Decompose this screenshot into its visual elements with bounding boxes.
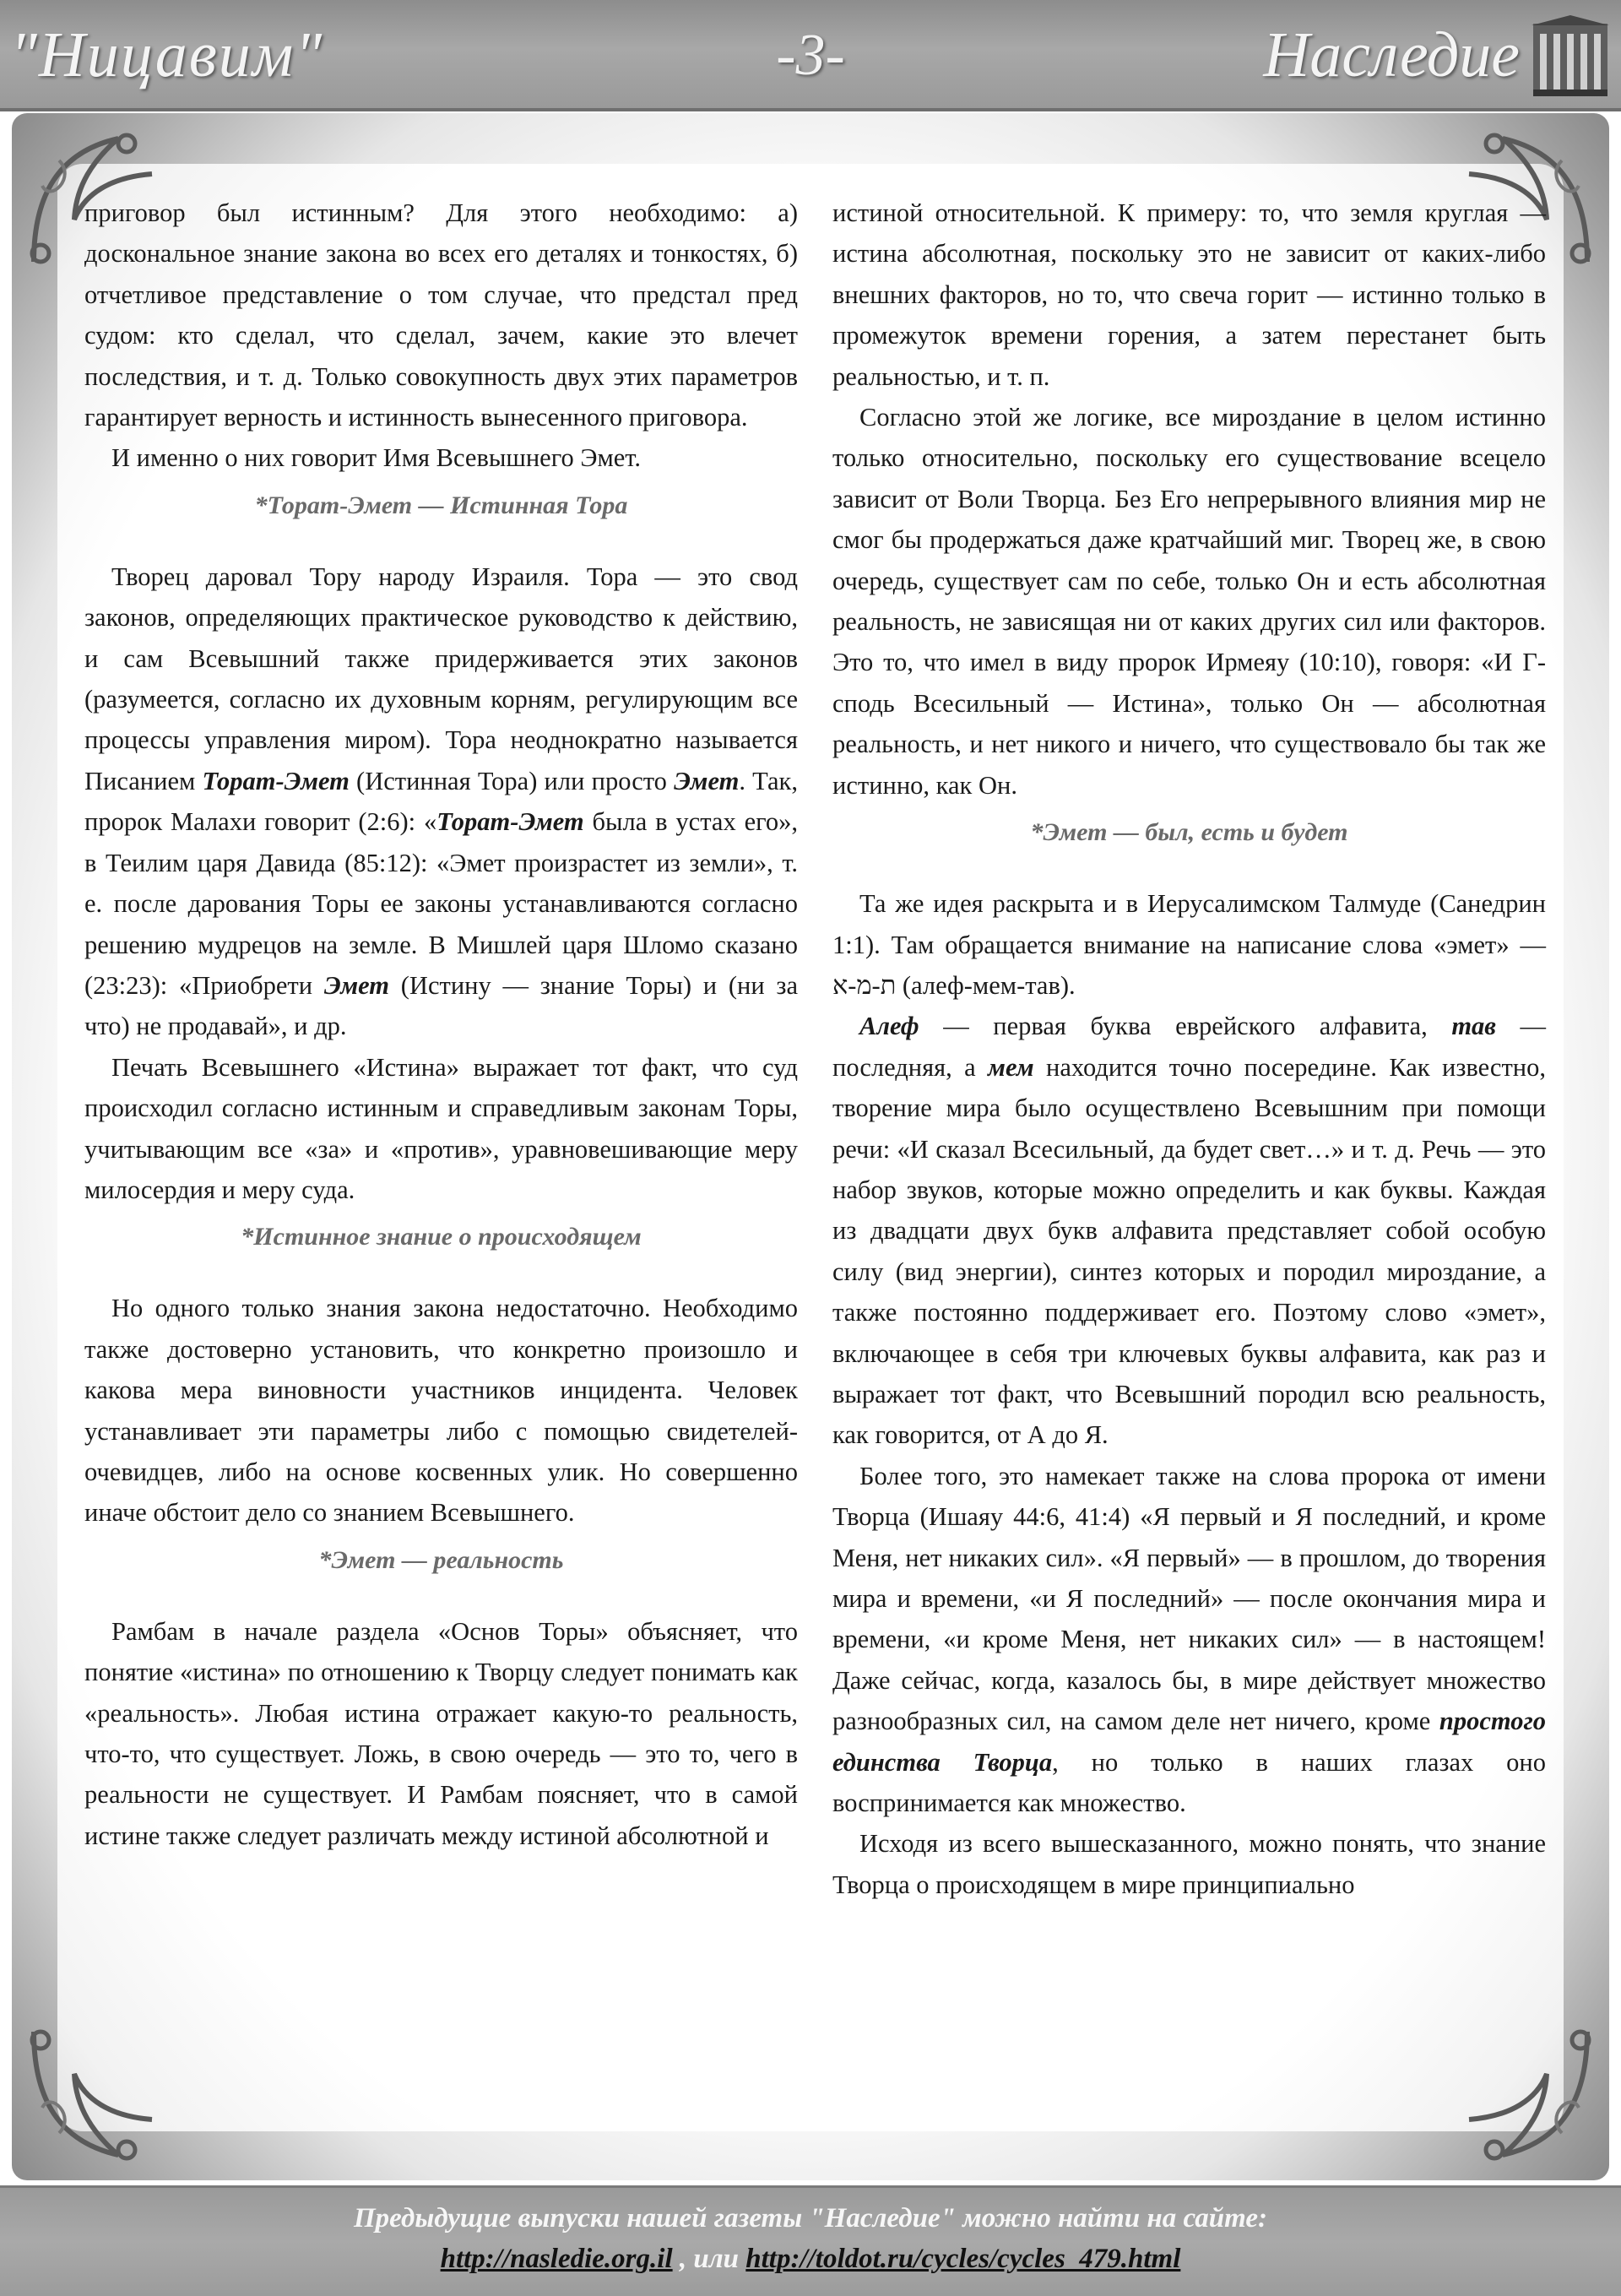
footer-band	[0, 2185, 1621, 2296]
paragraph: приговор был истинным? Для этого необходимо: а) доскональное знание закона во всех его деталях и тонкостях, б) отчетливое представление о том случае, что предстал пред судом: кто сделал, что сделал, зачем, какие это влечет последствия, и т. д. Только совокупность двух этих параметров гарантирует верность и истинность вынесенного приговора.	[84, 198, 798, 432]
emphasis: тав	[1451, 1012, 1496, 1041]
emphasis: Эмет	[674, 766, 740, 795]
link-nasledie[interactable]: http://nasledie.org.il	[440, 2244, 673, 2274]
header-band	[0, 0, 1621, 111]
paragraph: Исходя из всего вышесказанного, можно понять, что знание Творца о происходящем в мире принципиально	[832, 1829, 1546, 1899]
emphasis: простого единства Творца	[832, 1707, 1546, 1777]
section-heading: *Торат-Эмет — Истинная Тора	[254, 491, 628, 519]
paragraph: истиной относительной. К примеру: то, что земля круглая — истина абсолютная, поскольку это не зависит от каких-либо внешних факторов, но то, что свеча горит — истинно только в промежуток времени горения, а затем перестанет быть реальностью, и т. п.	[832, 198, 1546, 391]
text-run: Более того, это намекает также на слова пророка от имени Творца (Ишаяу 44:6, 41:4) «Я первый и Я последний, и кроме Меня, нет никаких сил». «Я первый» — в прошлом, до творения мира и времени, «и Я последний» — после окончания мира и времени, «и кроме Меня, нет никаких сил» — в настоящем! Даже сейчас, когда, казалось бы, в мире действует множество разнообразных сил, на самом деле нет ничего, кроме	[832, 1461, 1546, 1736]
section-heading: *Истинное знание о происходящем	[241, 1223, 642, 1251]
page-number: -3-	[776, 23, 845, 88]
paragraph	[84, 556, 798, 1047]
paragraph	[832, 1006, 1546, 1455]
text-run: (Истину — знание Торы) и (ни за что) не продавай», и др.	[84, 970, 798, 1041]
ornament-corner-icon	[25, 2023, 169, 2167]
emphasis: Торат-Эмет	[436, 807, 584, 837]
footer-separator: , или	[672, 2244, 746, 2274]
paragraph: Но одного только знания закона недостаточно. Необходимо также достоверно установить, что конкретно произошло и какова мера виновности участников инцидента. Человек устанавливает эти параметры либо с помощью свидетелей-очевидцев, либо на основе косвенных улик. Но совершенно иначе обстоит дело со знанием Всевышнего.	[84, 1294, 798, 1528]
newspaper-title: Наследие	[1263, 19, 1520, 90]
emphasis: Торат-Эмет	[202, 766, 350, 795]
section-heading: *Эмет — был, есть и будет	[1030, 818, 1348, 847]
emphasis: Алеф	[859, 1012, 919, 1041]
left-column	[84, 193, 798, 1856]
text-run: была в устах его», в Теилим царя Давида (85:12): «Эмет произрастет из земли», т. е. после дарования Торы ее законы устанавливаются согласно решению мудрецов на земле. В Мишлей царя Шломо сказано (23:23): «Приобрети	[84, 807, 798, 1000]
footer-note: Предыдущие выпуски нашей газеты "Наследие" можно найти на сайте:	[354, 2203, 1267, 2234]
section-heading: *Эмет — реальность	[318, 1545, 564, 1574]
text-run: — первая буква еврейского алфавита,	[919, 1012, 1452, 1041]
paragraph: И именно о них говорит Имя Всевышнего Эмет.	[111, 443, 641, 473]
text-run: (Истинная Тора) или просто	[349, 766, 675, 795]
emphasis: Эмет	[323, 970, 390, 1000]
emphasis: мем	[988, 1052, 1034, 1082]
paragraph: Рамбам в начале раздела «Основ Торы» объясняет, что понятие «истина» по отношению к Творцу следует понимать как «реальность». Любая истина отражает какую-то реальность, что-то, что существует. Ложь, в свою очередь — это то, чего в реальности не существует. И Рамбам поясняет, что в самой истине также следует различать между истиной абсолютной и	[84, 1616, 798, 1850]
newspaper-section-title: "Ницавим"	[10, 19, 324, 90]
footer-links	[0, 2244, 1621, 2275]
right-column	[832, 193, 1546, 1905]
text-run: Творец даровал Тору народу Израиля. Тора — это свод законов, определяющих практическое руководство к действию, и сам Всевышний также придерживается этих законов (разумеется, согласно их духовным корням, регулирующим все процессы управления миром). Тора неоднократно называется Писанием	[84, 562, 798, 795]
text-run: — последняя, а	[832, 1012, 1547, 1082]
text-run: , но только в наших глазах оно воспринимается как множество.	[832, 1747, 1546, 1818]
ornament-corner-icon	[1452, 2023, 1596, 2167]
paragraph	[832, 1456, 1546, 1824]
link-toldot[interactable]: http://toldot.ru/cycles/cycles_479.html	[745, 2244, 1181, 2274]
text-run: . Так, пророк Малахи говорит (2:6): «	[84, 766, 798, 837]
paragraph: Печать Всевышнего «Истина» выражает тот факт, что суд происходил согласно истинным и справедливым законам Торы, учитывающим все «за» и «против», уравновешивающие меру милосердия и меру суда.	[84, 1052, 798, 1204]
building-icon	[1532, 15, 1609, 98]
text-run: находится точно посередине. Как известно, творение мира было осуществлено Всевышним при помощи речи: «И сказал Всесильный, да будет свет…» и т. д. Речь — это набор звуков, которые можно определить и как буквы. Каждая из двадцати двух букв алфавита представляет собой особую силу (вид энергии), синтез которых и породил мироздание, а также постоянно поддерживает его. Поэтому слово «эмет», включающее в себя три ключевых буквы алфавита, как раз и выражает тот факт, что Всевышний породил всю реальность, как говорится, от А до Я.	[832, 1052, 1546, 1450]
paragraph: Согласно этой же логике, все мироздание в целом истинно только относительно, поскольку его существование всецело зависит от Воли Творца. Без Его непрерывного влияния мир не смог бы продержаться даже кратчайший миг. Творец же, в свою очередь, существует сам по себе, только Он и есть абсолютная реальность, не зависящая ни от каких других сил или факторов. Это то, что имел в виду пророк Ирмеяу (10:10), говоря: «И Г-сподь Всесильный — Истина», только Он — абсолютная реальность, и нет никого и ничего, что существовало бы так же истинно, как Он.	[832, 403, 1546, 800]
paragraph: Та же идея раскрыта и в Иерусалимском Талмуде (Санедрин 1:1). Там обращается внимание на написание слова «эмет» — ת-מ-א (алеф-мем-тав).	[832, 889, 1546, 1000]
